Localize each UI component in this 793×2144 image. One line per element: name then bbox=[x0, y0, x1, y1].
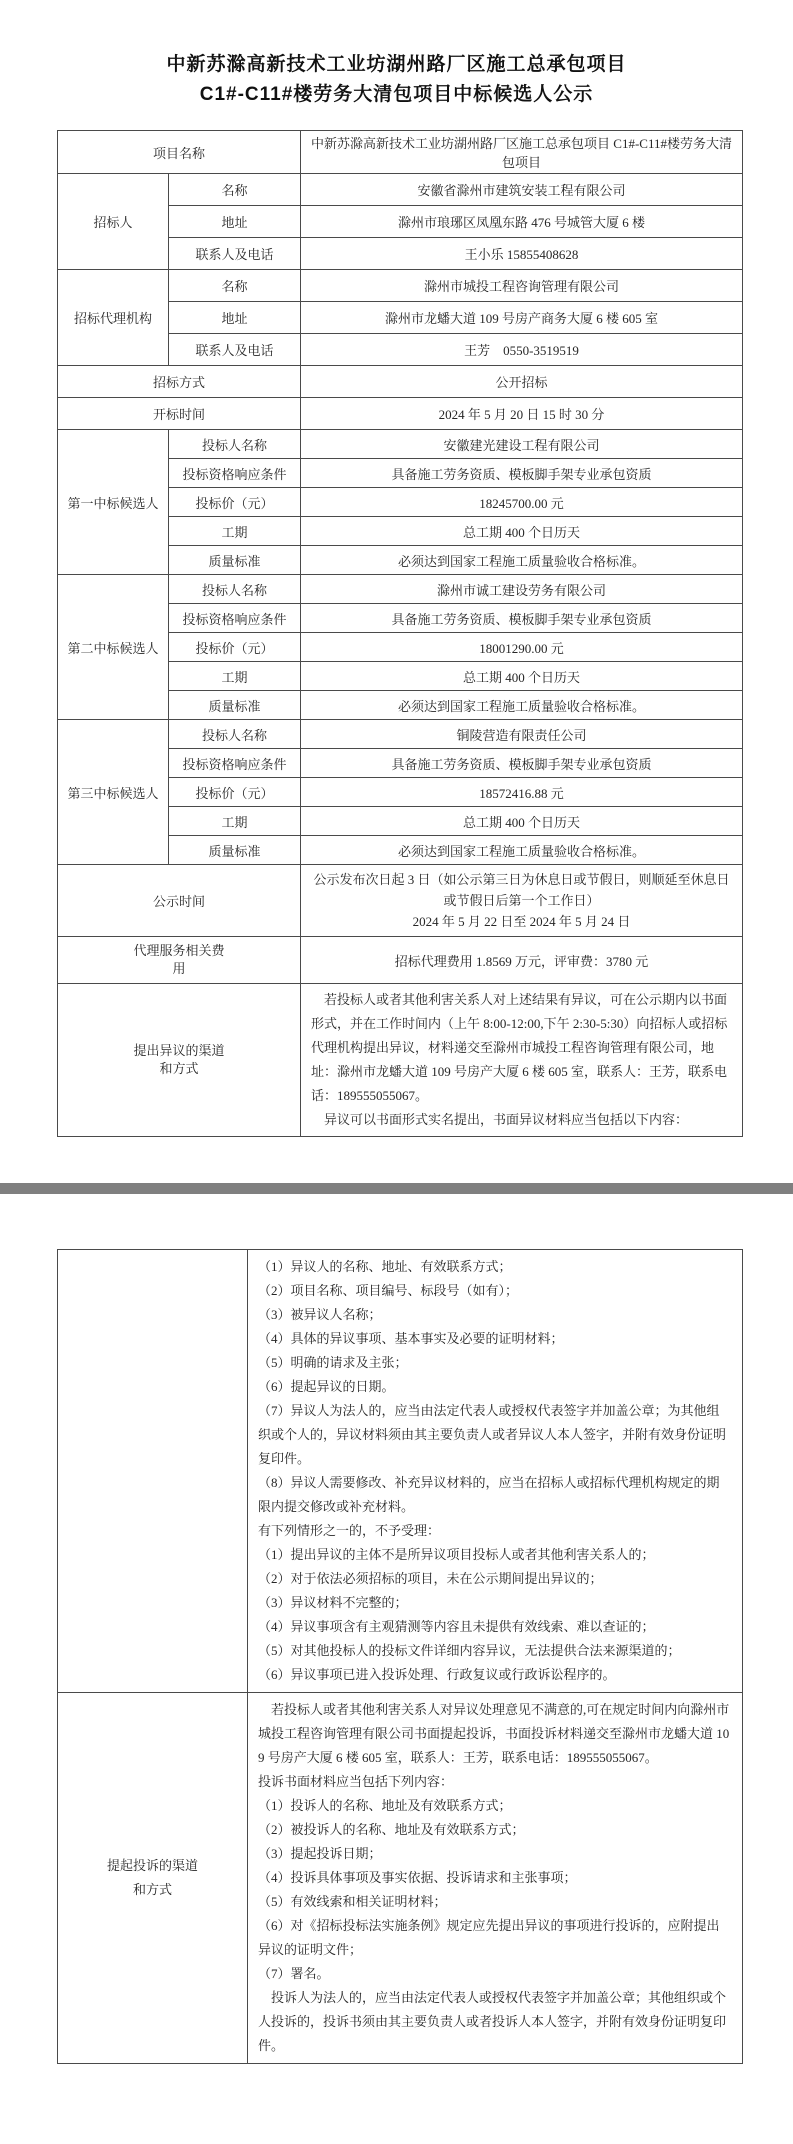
list-item: （4）具体的异议事项、基本事实及必要的证明材料； bbox=[258, 1331, 564, 1346]
list-item: （6）提起异议的日期。 bbox=[258, 1379, 395, 1394]
agency-contact-label: 联系人及电话 bbox=[169, 334, 301, 366]
tenderee-name-label: 名称 bbox=[169, 174, 301, 206]
candidate1-label: 第一中标候选人 bbox=[58, 430, 169, 575]
document-title-line1: 中新苏滁高新技术工业坊湖州路厂区施工总承包项目 bbox=[166, 54, 627, 75]
objection-channel-text bbox=[301, 984, 743, 1137]
tenderee-contact-value: 王小乐 15855408628 bbox=[301, 238, 743, 270]
objection-paragraph: 若投标人或者其他利害关系人对上述结果有异议，可在公示期内以书面形式，并在工作时间内（上午 8:00-12:00,下午 2:30-5:30）向招标人或招标代理机构提出异议，材料递交至滁州市城投工程咨询管理有限公司，地址：滁州市龙蟠大道 109 号房产大厦 6 楼 605 室，联系人：王芳，联系电话：189555055067。 bbox=[311, 992, 728, 1103]
project-name-label: 项目名称 bbox=[58, 131, 301, 174]
bid-method-label: 招标方式 bbox=[58, 366, 301, 398]
qualification-label: 投标资格响应条件 bbox=[169, 459, 301, 488]
bid-price-label: 投标价（元） bbox=[169, 633, 301, 662]
agency-label: 招标代理机构 bbox=[58, 270, 169, 366]
list-item: （5）明确的请求及主张； bbox=[258, 1355, 408, 1370]
candidate3-quality: 必须达到国家工程施工质量验收合格标准。 bbox=[301, 836, 743, 865]
table-row bbox=[58, 430, 743, 459]
list-item: （4）投诉具体事项及事实依据、投诉请求和主张事项； bbox=[258, 1870, 577, 1885]
list-item: （2）对于依法必须招标的项目，未在公示期间提出异议的； bbox=[258, 1571, 603, 1586]
bidder-name-label: 投标人名称 bbox=[169, 720, 301, 749]
objection-channel-label: 提出异议的渠道 和方式 bbox=[58, 984, 301, 1137]
tenderee-address-value: 滁州市琅琊区凤凰东路 476 号城管大厦 6 楼 bbox=[301, 206, 743, 238]
candidate3-label: 第三中标候选人 bbox=[58, 720, 169, 865]
candidate2-duration: 总工期 400 个日历天 bbox=[301, 662, 743, 691]
tenderee-label: 招标人 bbox=[58, 174, 169, 270]
table-row bbox=[58, 720, 743, 749]
duration-label: 工期 bbox=[169, 807, 301, 836]
table-row bbox=[58, 366, 743, 398]
bid-price-label: 投标价（元） bbox=[169, 778, 301, 807]
bottom-margin bbox=[0, 2064, 793, 2144]
table-row bbox=[58, 937, 743, 984]
project-name-value: 中新苏滁高新技术工业坊湖州路厂区施工总承包项目 C1#-C11#楼劳务大清包项目 bbox=[301, 131, 743, 174]
quality-label: 质量标准 bbox=[169, 691, 301, 720]
tenderee-address-label: 地址 bbox=[169, 206, 301, 238]
agency-contact-value: 王芳 0550-3519519 bbox=[301, 334, 743, 366]
table-row bbox=[58, 398, 743, 430]
candidate1-name: 安徽建光建设工程有限公司 bbox=[301, 430, 743, 459]
candidate3-price: 18572416.88 元 bbox=[301, 778, 743, 807]
publicity-period-text: 公示发布次日起 3 日（如公示第三日为休息日或节假日，则顺延至休息日或节假日后第一个工作日） bbox=[313, 872, 730, 908]
list-item: （4）异议事项含有主观猜测等内容且未提供有效线索、难以查证的； bbox=[258, 1619, 655, 1634]
list-item: （7）署名。 bbox=[258, 1966, 330, 1981]
list-item: （6）异议事项已进入投诉处理、行政复议或行政诉讼程序的。 bbox=[258, 1667, 616, 1682]
table-row bbox=[58, 1693, 743, 2064]
agency-name-value: 滁州市城投工程咨询管理有限公司 bbox=[301, 270, 743, 302]
bidder-name-label: 投标人名称 bbox=[169, 575, 301, 604]
list-item: （2）被投诉人的名称、地址及有效联系方式； bbox=[258, 1822, 525, 1837]
objection-paragraph: 异议可以书面形式实名提出，书面异议材料应当包括以下内容： bbox=[324, 1112, 689, 1127]
table-row bbox=[58, 984, 743, 1137]
list-item: （7）异议人为法人的，应当由法定代表人或授权代表签字并加盖公章；为其他组织或个人的，异议材料须由其主要负责人或者异议人本人签字，并附有效身份证明复印件。 bbox=[258, 1403, 727, 1466]
document-title-line2: C1#-C11#楼劳务大清包项目中标候选人公示 bbox=[199, 84, 594, 105]
quality-label: 质量标准 bbox=[169, 546, 301, 575]
bid-opening-time-label: 开标时间 bbox=[58, 398, 301, 430]
candidate3-duration: 总工期 400 个日历天 bbox=[301, 807, 743, 836]
list-item: （1）异议人的名称、地址、有效联系方式； bbox=[258, 1259, 512, 1274]
complaint-paragraph: 若投标人或者其他利害关系人对异议处理意见不满意的,可在规定时间内向滁州市城投工程咨询管理有限公司书面提起投诉，书面投诉材料递交至滁州市龙蟠大道 109 号房产大厦 6 楼 605 室，联系人：王芳，联系电话：189555055067。 bbox=[258, 1702, 730, 1765]
agency-fee-value: 招标代理费用 1.8569 万元，评审费：3780 元 bbox=[301, 937, 743, 984]
table-row bbox=[58, 575, 743, 604]
candidate3-qualification: 具备施工劳务资质、模板脚手架专业承包资质 bbox=[301, 749, 743, 778]
duration-label: 工期 bbox=[169, 517, 301, 546]
complaint-paragraph: 投诉人为法人的，应当由法定代表人或授权代表签字并加盖公章；其他组织或个人投诉的，投诉书须由其主要负责人或者投诉人本人签字，并附有效身份证明复印件。 bbox=[258, 1990, 727, 2053]
candidate2-label: 第二中标候选人 bbox=[58, 575, 169, 720]
publicity-period-value bbox=[301, 865, 743, 937]
list-item: （3）被异议人名称； bbox=[258, 1307, 382, 1322]
objection-requirements-list bbox=[248, 1250, 743, 1693]
complaint-channel-text bbox=[248, 1693, 743, 2064]
bid-result-table bbox=[57, 130, 743, 1137]
candidate3-name: 铜陵营造有限责任公司 bbox=[301, 720, 743, 749]
bidder-name-label: 投标人名称 bbox=[169, 430, 301, 459]
bid-method-value: 公开招标 bbox=[301, 366, 743, 398]
candidate2-quality: 必须达到国家工程施工质量验收合格标准。 bbox=[301, 691, 743, 720]
candidate1-duration: 总工期 400 个日历天 bbox=[301, 517, 743, 546]
candidate2-qualification: 具备施工劳务资质、模板脚手架专业承包资质 bbox=[301, 604, 743, 633]
list-item: （6）对《招标投标法实施条例》规定应先提出异议的事项进行投诉的，应附提出异议的证明文件； bbox=[258, 1918, 720, 1957]
qualification-label: 投标资格响应条件 bbox=[169, 604, 301, 633]
list-item: （5）有效线索和相关证明材料； bbox=[258, 1894, 447, 1909]
candidate1-price: 18245700.00 元 bbox=[301, 488, 743, 517]
objection-complaint-table bbox=[57, 1249, 743, 2064]
publicity-period-label: 公示时间 bbox=[58, 865, 301, 937]
agency-fee-label: 代理服务相关费 用 bbox=[58, 937, 301, 984]
candidate2-price: 18001290.00 元 bbox=[301, 633, 743, 662]
bid-price-label: 投标价（元） bbox=[169, 488, 301, 517]
tenderee-contact-label: 联系人及电话 bbox=[169, 238, 301, 270]
list-item: （3）异议材料不完整的； bbox=[258, 1595, 408, 1610]
complaint-list-intro: 投诉书面材料应当包括下列内容： bbox=[258, 1774, 454, 1789]
list-item: （3）提起投诉日期； bbox=[258, 1846, 382, 1861]
candidate1-qualification: 具备施工劳务资质、模板脚手架专业承包资质 bbox=[301, 459, 743, 488]
candidate1-quality: 必须达到国家工程施工质量验收合格标准。 bbox=[301, 546, 743, 575]
list-item: 有下列情形之一的，不予受理： bbox=[258, 1523, 441, 1538]
document-title bbox=[0, 0, 793, 110]
qualification-label: 投标资格响应条件 bbox=[169, 749, 301, 778]
list-item: （1）投诉人的名称、地址及有效联系方式； bbox=[258, 1798, 512, 1813]
quality-label: 质量标准 bbox=[169, 836, 301, 865]
table-row bbox=[58, 174, 743, 206]
table-row bbox=[58, 270, 743, 302]
table-row bbox=[58, 865, 743, 937]
objection-continued-label-cell bbox=[58, 1250, 248, 1693]
list-item: （5）对其他投标人的投标文件详细内容异议，无法提供合法来源渠道的； bbox=[258, 1643, 681, 1658]
list-item: （1）提出异议的主体不是所异议项目投标人或者其他利害关系人的； bbox=[258, 1547, 655, 1562]
agency-name-label: 名称 bbox=[169, 270, 301, 302]
table-row bbox=[58, 1250, 743, 1693]
bid-opening-time-value: 2024 年 5 月 20 日 15 时 30 分 bbox=[301, 398, 743, 430]
table-row bbox=[58, 131, 743, 174]
complaint-channel-label: 提起投诉的渠道 和方式 bbox=[58, 1693, 248, 2064]
page-separator-band bbox=[0, 1183, 793, 1194]
duration-label: 工期 bbox=[169, 662, 301, 691]
agency-address-label: 地址 bbox=[169, 302, 301, 334]
publicity-period-dates: 2024 年 5 月 22 日至 2024 年 5 月 24 日 bbox=[412, 914, 631, 929]
list-item: （2）项目名称、项目编号、标段号（如有）； bbox=[258, 1283, 519, 1298]
agency-address-value: 滁州市龙蟠大道 109 号房产商务大厦 6 楼 605 室 bbox=[301, 302, 743, 334]
tenderee-name-value: 安徽省滁州市建筑安装工程有限公司 bbox=[301, 174, 743, 206]
list-item: （8）异议人需要修改、补充异议材料的，应当在招标人或招标代理机构规定的期限内提交修改或补充材料。 bbox=[258, 1475, 720, 1514]
candidate2-name: 滁州市诚工建设劳务有限公司 bbox=[301, 575, 743, 604]
